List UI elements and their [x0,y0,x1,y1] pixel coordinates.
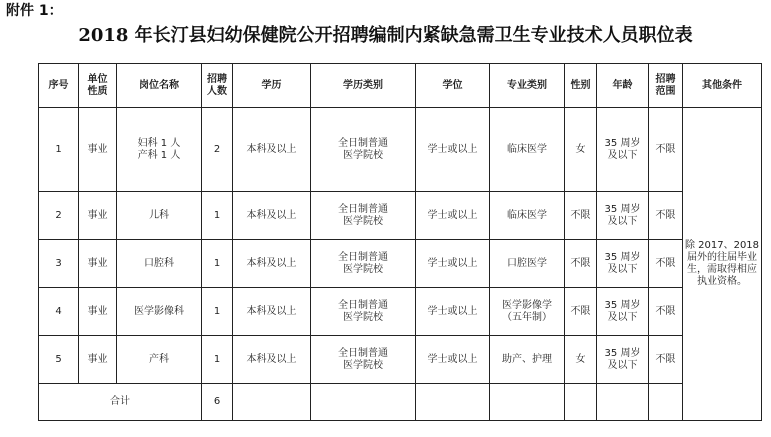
cell-major: 临床医学 [490,192,565,240]
header-seq: 序号 [39,64,79,108]
cell-gender: 不限 [565,240,597,288]
cell-unit-type: 事业 [79,336,117,384]
cell-scope: 不限 [649,240,683,288]
header-education: 学历 [233,64,311,108]
cell-count: 1 [202,288,233,336]
cell-count: 1 [202,240,233,288]
cell-gender: 不限 [565,192,597,240]
cell-degree: 学士或以上 [416,288,490,336]
cell-age: 35 周岁 及以下 [597,108,649,192]
header-row [39,64,762,108]
cell-unit-type: 事业 [79,288,117,336]
cell-age: 35 周岁 及以下 [597,192,649,240]
header-degree: 学位 [416,64,490,108]
cell-other-conditions: 除 2017、2018 届外的往届毕业生，需取得相应执业资格。 [683,108,762,421]
cell-degree: 学士或以上 [416,192,490,240]
cell-gender: 女 [565,336,597,384]
cell-seq: 3 [39,240,79,288]
total-count: 6 [202,384,233,421]
cell-gender: 不限 [565,288,597,336]
cell-count: 1 [202,336,233,384]
total-label: 合计 [39,384,202,421]
cell-scope: 不限 [649,288,683,336]
cell-age: 35 周岁 及以下 [597,288,649,336]
cell-scope: 不限 [649,192,683,240]
total-empty [597,384,649,421]
cell-education: 本科及以上 [233,240,311,288]
cell-edu-type: 全日制普通 医学院校 [311,240,416,288]
header-other: 其他条件 [683,64,762,108]
cell-seq: 1 [39,108,79,192]
cell-edu-type: 全日制普通 医学院校 [311,108,416,192]
cell-edu-type: 全日制普通 医学院校 [311,288,416,336]
header-post: 岗位名称 [117,64,202,108]
cell-post: 妇科 1 人 产科 1 人 [117,108,202,192]
total-empty [649,384,683,421]
attachment-label: 附件 1： [6,3,63,19]
cell-post: 儿科 [117,192,202,240]
cell-post: 口腔科 [117,240,202,288]
cell-unit-type: 事业 [79,240,117,288]
cell-education: 本科及以上 [233,288,311,336]
total-empty [416,384,490,421]
cell-degree: 学士或以上 [416,108,490,192]
cell-gender: 女 [565,108,597,192]
cell-post: 医学影像科 [117,288,202,336]
table-row [39,240,762,288]
header-age: 年龄 [597,64,649,108]
cell-count: 1 [202,192,233,240]
total-empty [490,384,565,421]
table-row [39,288,762,336]
cell-unit-type: 事业 [79,192,117,240]
header-edu-type: 学历类别 [311,64,416,108]
header-gender: 性别 [565,64,597,108]
cell-education: 本科及以上 [233,192,311,240]
cell-age: 35 周岁 及以下 [597,240,649,288]
cell-age: 35 周岁 及以下 [597,336,649,384]
cell-scope: 不限 [649,336,683,384]
cell-edu-type: 全日制普通 医学院校 [311,336,416,384]
cell-major: 助产、护理 [490,336,565,384]
cell-seq: 4 [39,288,79,336]
header-major: 专业类别 [490,64,565,108]
cell-degree: 学士或以上 [416,240,490,288]
cell-seq: 2 [39,192,79,240]
total-empty [311,384,416,421]
header-count: 招聘 人数 [202,64,233,108]
table-row [39,108,762,192]
cell-count: 2 [202,108,233,192]
header-unit-type: 单位 性质 [79,64,117,108]
total-row [39,384,762,421]
cell-major: 医学影像学 （五年制） [490,288,565,336]
cell-unit-type: 事业 [79,108,117,192]
header-scope: 招聘 范围 [649,64,683,108]
cell-major: 口腔医学 [490,240,565,288]
cell-post: 产科 [117,336,202,384]
total-empty [233,384,311,421]
table-row [39,192,762,240]
table-row [39,336,762,384]
document-title: 2018 年长汀县妇幼保健院公开招聘编制内紧缺急需卫生专业技术人员职位表 [78,25,693,46]
position-table [38,63,762,421]
cell-education: 本科及以上 [233,108,311,192]
cell-scope: 不限 [649,108,683,192]
cell-degree: 学士或以上 [416,336,490,384]
cell-seq: 5 [39,336,79,384]
cell-education: 本科及以上 [233,336,311,384]
cell-edu-type: 全日制普通 医学院校 [311,192,416,240]
cell-major: 临床医学 [490,108,565,192]
total-empty [565,384,597,421]
